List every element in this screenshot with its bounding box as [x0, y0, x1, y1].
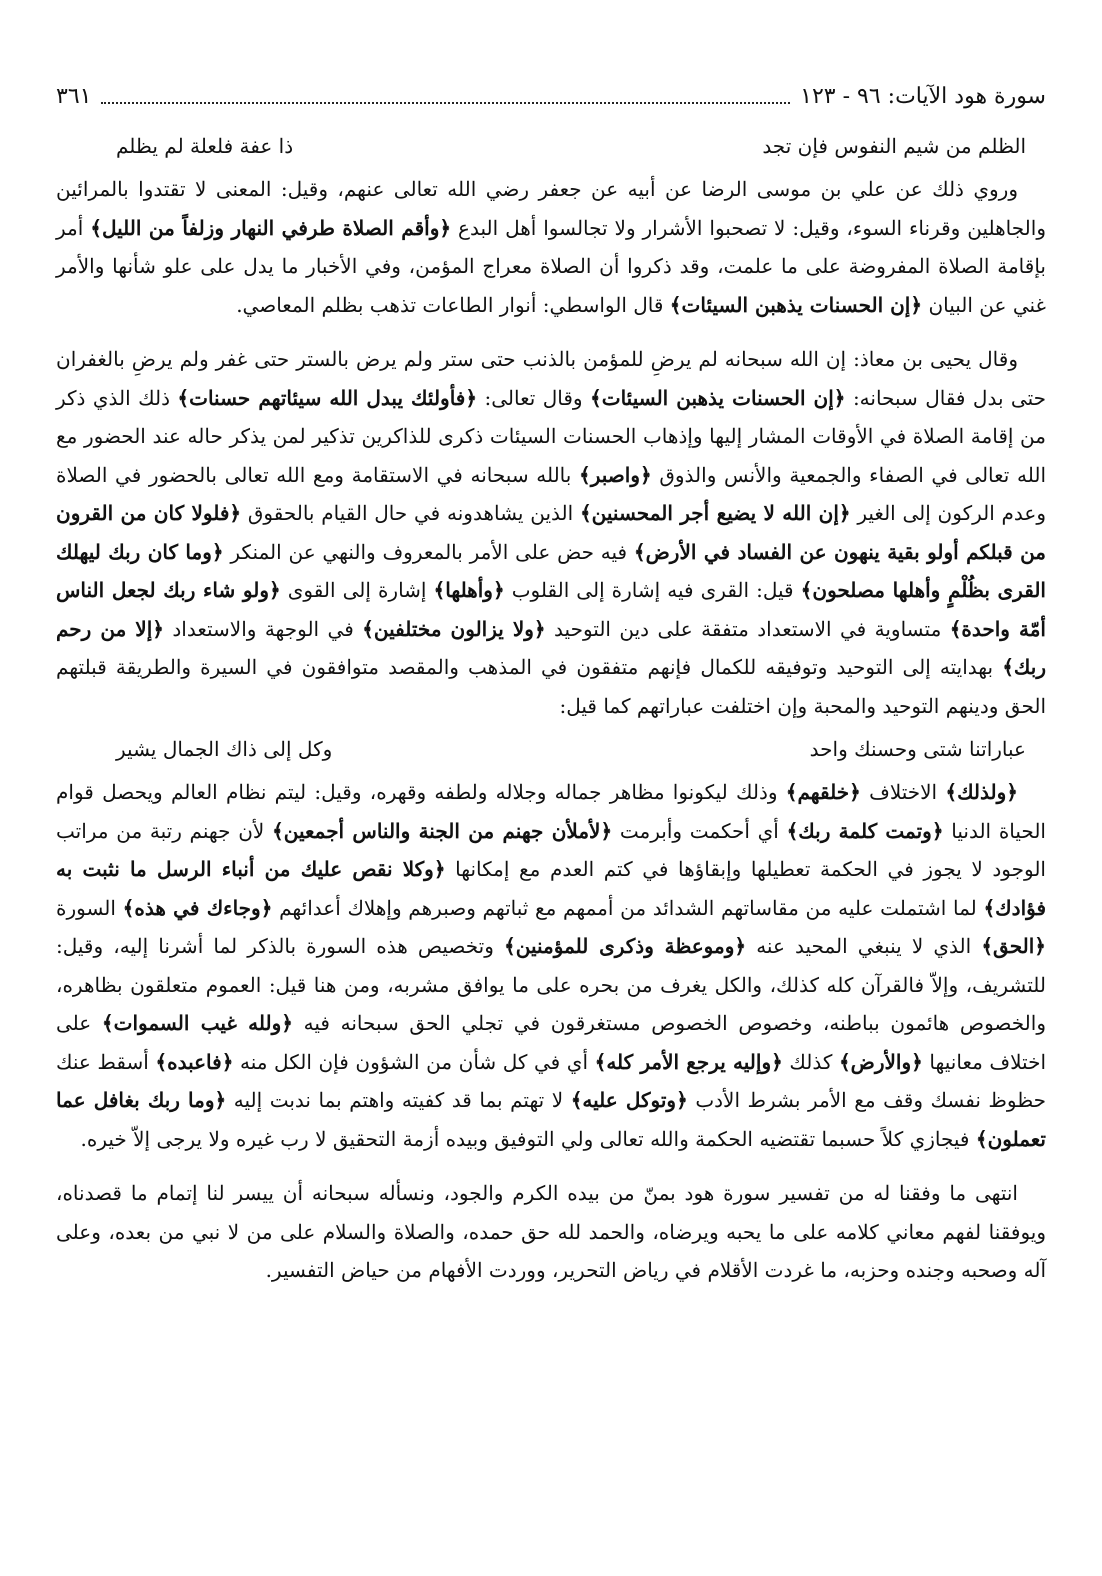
quran-quote: ﴿إن الحسنات يذهبن السيئات﴾	[669, 292, 923, 317]
quran-quote: ﴿ولله غيب السموات﴾	[101, 1011, 293, 1035]
paragraph-2	[56, 340, 1046, 725]
text-segment: أي في كل شأن من الشؤون فإن الكل منه	[233, 1049, 595, 1074]
poetry-verse-2	[56, 731, 1046, 767]
quran-quote: ﴿وتمت كلمة ربك﴾	[786, 818, 944, 843]
text-segment: السورة	[56, 895, 123, 920]
text-segment: الذين يشاهدونه في حال القيام بالحقوق	[241, 501, 580, 525]
running-title: سورة هود الآيات: ٩٦ - ١٢٣	[800, 84, 1046, 109]
leader-dots	[101, 102, 790, 104]
text-segment: قيل: القرى فيه إشارة إلى القلوب	[504, 578, 801, 602]
text-segment: وقال يحيى بن معاذ: إن الله سبحانه لم يرضِ للمؤمن بالذنب حتى ستر ولم يرض بالستر حتى غفر ولم يرضِ بالغفران حتى بدل فقال سبحانه:	[56, 347, 1047, 410]
quran-quote: ﴿وأقم الصلاة طرفي النهار وزلفاً من الليل﴾	[90, 215, 452, 240]
text-segment: فيجازي كلاً حسبما تقتضيه الحكمة والله تعالى ولي التوفيق وبيده أزمة التحقيق لا رب غيره ولا يرجى إلاّ خيره.	[80, 1126, 976, 1151]
text-segment: إشارة إلى القوى	[280, 578, 434, 602]
text-segment: قال الواسطي: أنوار الطاعات تذهب بظلم المعاصي.	[236, 292, 670, 317]
quran-quote: ﴿ولذلك﴾	[945, 780, 1018, 804]
quran-quote: ﴿فلولا كان من القرون من قبلكم أولو بقية ينهون عن الفساد في الأرض﴾	[56, 501, 1047, 564]
quran-quote: ﴿فاعبده﴾	[155, 1049, 234, 1074]
text-segment: وتخصيص هذه السورة بالذكر لما أشرنا إليه، وقيل: للتشريف، وإلاّ فالقرآن كله كذلك، والكل يغرف من بحره على ما يوافق مشربه، ومن هنا قيل: العموم متعلقون بظاهره، والخصوص هائمون بباطنه، وخصوص الخصوص مستغرقون في تجلي الحق سبحانه فيه	[56, 934, 1046, 1035]
text-segment: انتهى ما وفقنا له من تفسير سورة هود بمنّ من بيده الكرم والجود، ونسأله سبحانه أن ييسر لنا إتمام ما قصدناه، ويوفقنا لفهم معاني كلامه على ما يحبه ويرضاه، والحمد لله حق حمده، والصلاة والسلام على من لا نبي من بعده، وعلى آله وصحبه وجنده وحزبه، ما غردت الأقلام في رياض التحرير، ووردت الأفهام من حياض التفسير.	[56, 1181, 1046, 1282]
verse-1-second-hemistich: ذا عفة فلعلة لم يظلم	[116, 134, 294, 158]
text-segment: الاختلاف	[860, 780, 946, 804]
quran-quote: ﴿وما ربك بغافل عما تعملون﴾	[56, 1088, 1046, 1151]
text-segment: بهدايته إلى التوحيد وتوفيقه للكمال فإنهم متفقون في المذهب والمقصد متوافقون في السيرة والطريقة قبلتهم الحق ودينهم التوحيد والمحبة وإن اختلفت عباراتهم كما قيل:	[56, 655, 1046, 718]
text-segment: وقال تعالى:	[477, 385, 591, 410]
text-segment: أسقط عنك حظوظ نفسك وقف مع الأمر بشرط الأدب	[56, 1049, 1047, 1112]
verse-2-first-hemistich: عباراتنا شتى وحسنك واحد	[809, 737, 1026, 761]
quran-quote: ﴿خلقهم﴾	[785, 780, 861, 804]
quran-quote: ﴿إن الحسنات يذهبن السيئات﴾	[590, 385, 846, 410]
poetry-verse-1	[56, 128, 1046, 164]
page-header	[56, 72, 1046, 112]
text-segment: لأن جهنم رتبة من مراتب الوجود لا يجوز في الحكمة تعطيلها وإبقاؤها في كتم العدم مع إمكانها	[56, 818, 1046, 881]
quran-quote: ﴿إلا من رحم ربك﴾	[56, 616, 1046, 679]
text-segment: بالله سبحانه في الاستقامة ومع الله تعالى بالحضور في الصلاة وعدم الركون إلى الغير	[56, 462, 1047, 525]
quran-quote: ﴿فأولئك يبدل الله سيئاتهم حسنات﴾	[177, 385, 478, 410]
text-segment: أي أحكمت وأبرمت	[612, 818, 787, 843]
text-segment: لا تهتم بما قد كفيته واهتم بما ندبت إليه	[226, 1088, 571, 1112]
quran-quote: ﴿وموعظة وذكرى للمؤمنين﴾	[504, 934, 747, 958]
quran-quote: ﴿إن الله لا يضيع أجر المحسنين﴾	[579, 501, 851, 525]
text-segment: كذلك	[782, 1049, 839, 1074]
book-page	[56, 72, 1046, 1296]
text-segment: الذي لا ينبغي المحيد عنه	[746, 934, 982, 958]
quran-quote: ﴿وأهلها﴾	[433, 578, 505, 602]
text-segment: لما اشتملت عليه من مقاساتهم الشدائد من أممهم مع ثباتهم وصبرهم وإهلاك أعدائهم	[272, 895, 984, 920]
text-segment: متساوية في الاستعداد متفقة على دين التوحيد	[545, 616, 950, 641]
paragraph-4	[56, 1174, 1046, 1290]
quran-quote: ﴿الحق﴾	[981, 934, 1046, 958]
text-segment: وروي ذلك عن علي بن موسى الرضا عن أبيه عن جعفر رضي الله تعالى عنهم، وقيل: المعنى لا تقتدوا بالمرائين والجاهلين وقرناء السوء، وقيل: لا تصحبوا الأشرار ولا تجالسوا أهل البدع	[56, 177, 1046, 240]
text-segment: فيه حض على الأمر بالمعروف والنهي عن المنكر	[223, 539, 634, 564]
quran-quote: ﴿وإليه يرجع الأمر كله﴾	[594, 1049, 783, 1074]
quran-quote: ﴿وتوكل عليه﴾	[570, 1088, 688, 1112]
verse-1-first-hemistich: الظلم من شيم النفوس فإن تجد	[762, 134, 1026, 158]
quran-quote: ﴿وكلا نقص عليك من أنباء الرسل ما نثبت به فؤادك﴾	[56, 857, 1047, 920]
text-segment: في الوجهة والاستعداد	[163, 616, 363, 641]
paragraph-1	[56, 170, 1046, 324]
quran-quote: ﴿وجاءك في هذه﴾	[122, 895, 273, 920]
quran-quote: ﴿ولا يزالون مختلفين﴾	[362, 616, 546, 641]
text-segment: ذلك الذي ذكر من إقامة الصلاة في الأوقات المشار إليها وإذهاب الحسنات السيئات ذكرى للذاكرين تذكير لمن يذكر حاله عند الحضور مع الله تعالى في الصفاء والجمعية والأنس والذوق	[56, 385, 1047, 487]
text-segment: أمر بإقامة الصلاة المفروضة على ما علمت، وقد ذكروا أن الصلاة معراج المؤمن، وفي الأخبار ما يدل على علو شأنها والأمر غني عن البيان	[56, 215, 1046, 317]
quran-quote: ﴿لأملأن جهنم من الجنة والناس أجمعين﴾	[272, 818, 613, 843]
verse-2-second-hemistich: وكل إلى ذاك الجمال يشير	[116, 737, 333, 761]
paragraph-3	[56, 773, 1046, 1158]
text-segment: وذلك ليكونوا مظاهر جماله وجلاله ولطفه وقهره، وقيل: ليتم نظام العالم ويحصل قوام الحياة الدنيا	[56, 780, 1046, 843]
quran-quote: ﴿ولو شاء ربك لجعل الناس أمّة واحدة﴾	[56, 578, 1046, 641]
page-number: ٣٦١	[56, 84, 92, 109]
quran-quote: ﴿واصبر﴾	[579, 462, 652, 487]
text-segment: على اختلاف معانيها	[56, 1011, 1046, 1074]
quran-quote: ﴿والأرض﴾	[838, 1049, 923, 1074]
quran-quote: ﴿وما كان ربك ليهلك القرى بظُلْمٍ وأهلها مصلحون﴾	[56, 539, 1046, 602]
